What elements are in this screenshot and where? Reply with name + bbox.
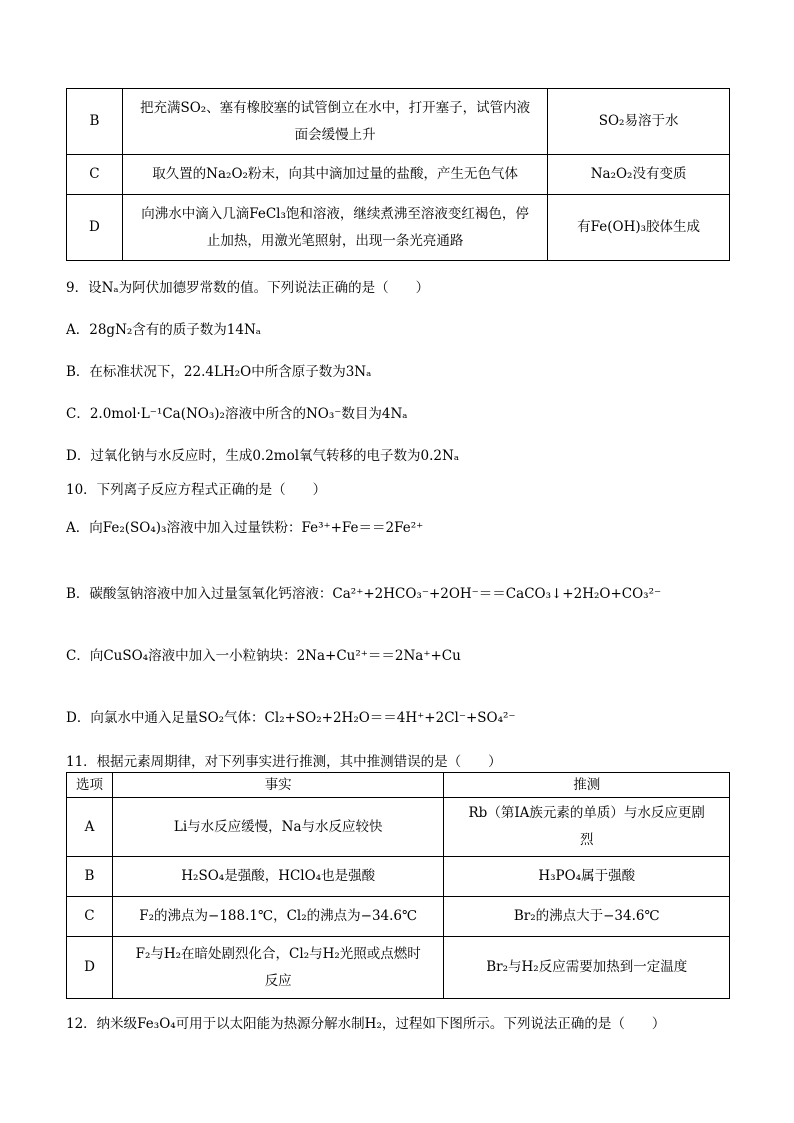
conclusion-cell: Na₂O₂没有变质 [548,155,730,195]
guess-cell: Br₂的沸点大于−34.6℃ [444,897,730,937]
option-cell: C [67,897,113,937]
q11-table [66,772,730,999]
fact-cell: F₂与H₂在暗处剧烈化合，Cl₂与H₂光照或点燃时 反应 [112,937,443,999]
experiment-cell: 把充满SO₂、塞有橡胶塞的试管倒立在水中，打开塞子，试管内液 面会缓慢上升 [122,89,547,155]
q9-option-b: B．在标准状况下，22.4LH₂O中所含原子数为3Nₐ [66,364,372,380]
q9-stem: 9．设Nₐ为阿伏加德罗常数的值。下列说法正确的是（ ） [66,280,430,296]
table-row [67,155,730,195]
option-cell: D [67,195,123,261]
conclusion-cell: 有Fe(OH)₃胶体生成 [548,195,730,261]
table-row [67,195,730,261]
table-header-row [67,773,730,798]
experiment-cell: 取久置的Na₂O₂粉末，向其中滴加过量的盐酸，产生无色气体 [122,155,547,195]
q9-option-d: D．过氧化钠与水反应时，生成0.2mol氧气转移的电子数为0.2Nₐ [66,448,460,464]
table-row [67,897,730,937]
option-cell: B [67,89,123,155]
header-option: 选项 [67,773,113,798]
q9-option-a: A．28gN₂含有的质子数为14Nₐ [66,322,261,338]
conclusion-cell: SO₂易溶于水 [548,89,730,155]
header-guess: 推测 [444,773,730,798]
q10-option-b: B．碳酸氢钠溶液中加入过量氢氧化钙溶液：Ca²⁺+2HCO₃⁻+2OH⁻＝＝CaCO₃↓+2H₂O+CO₃²⁻ [66,586,662,602]
option-cell: D [67,937,113,999]
fact-cell: H₂SO₄是强酸，HClO₄也是强酸 [112,857,443,897]
fact-cell: Li与水反应缓慢，Na与水反应较快 [112,798,443,857]
option-cell: C [67,155,123,195]
option-cell: B [67,857,113,897]
fact-cell: F₂的沸点为−188.1℃，Cl₂的沸点为−34.6℃ [112,897,443,937]
guess-cell: H₃PO₄属于强酸 [444,857,730,897]
q12-stem: 12．纳米级Fe₃O₄可用于以太阳能为热源分解水制H₂，过程如下图所示。下列说法正确的是（ ） [66,1016,666,1032]
table-row [67,798,730,857]
q10-option-a: A．向Fe₂(SO₄)₃溶液中加入过量铁粉：Fe³⁺+Fe＝＝2Fe²⁺ [66,520,424,536]
table-row [67,937,730,999]
table-row [67,89,730,155]
q10-option-c: C．向CuSO₄溶液中加入一小粒钠块：2Na+Cu²⁺＝＝2Na⁺+Cu [66,648,461,664]
q11-stem: 11．根据元素周期律，对下列事实进行推测，其中推测错误的是（ ） [66,754,502,770]
guess-cell: Rb（第ⅠA族元素的单质）与水反应更剧 烈 [444,798,730,857]
q9-option-c: C．2.0mol·L⁻¹Ca(NO₃)₂溶液中所含的NO₃⁻数目为4Nₐ [66,406,408,422]
q8-table [66,88,730,261]
table-row [67,857,730,897]
guess-cell: Br₂与H₂反应需要加热到一定温度 [444,937,730,999]
q10-stem: 10．下列离子反应方程式正确的是（ ） [66,482,327,498]
q10-option-d: D．向氯水中通入足量SO₂气体：Cl₂+SO₂+2H₂O＝＝4H⁺+2Cl⁻+SO₄²⁻ [66,710,516,726]
header-fact: 事实 [112,773,443,798]
option-cell: A [67,798,113,857]
experiment-cell: 向沸水中滴入几滴FeCl₃饱和溶液，继续煮沸至溶液变红褐色，停 止加热，用激光笔照射，出现一条光亮通路 [122,195,547,261]
